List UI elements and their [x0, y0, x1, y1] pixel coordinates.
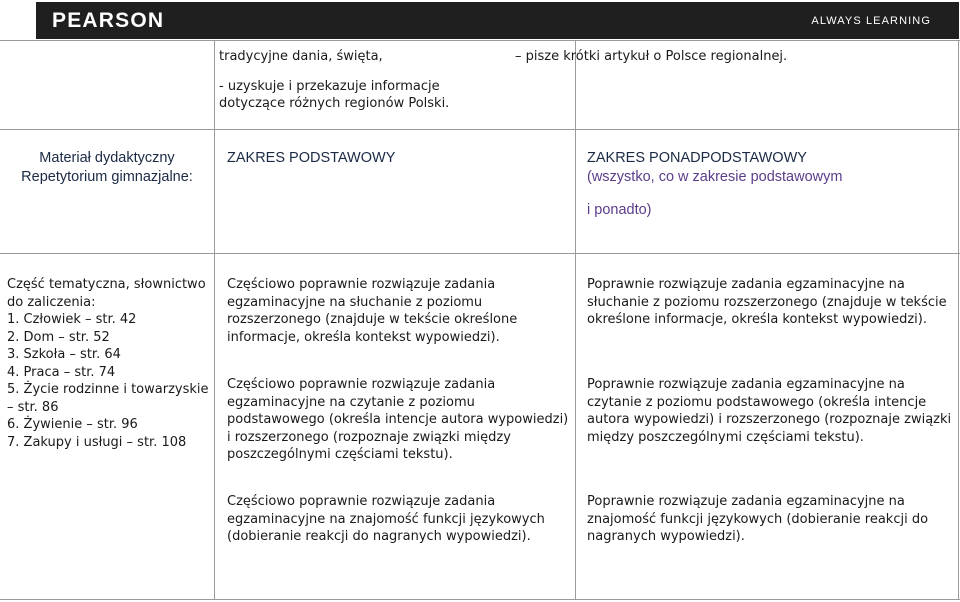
row-divider-1 — [0, 129, 960, 130]
top-row-basic-line: tradycyjne dania, święta, — [219, 49, 383, 64]
list-item: 1. Człowiek – str. 42 — [7, 312, 137, 327]
header-extended-scope — [587, 149, 947, 220]
banner-tagline: ALWAYS LEARNING — [811, 15, 931, 27]
table-border-top — [0, 40, 960, 41]
basic-language-functions: Częściowo poprawnie rozwiązuje zadania egzaminacyjne na znajomość funkcji językowych (dobieranie reakcji do nagranych wypowiedzi). — [227, 494, 545, 544]
pearson-banner — [36, 2, 959, 39]
list-item: 7. Zakupy i usługi – str. 108 — [7, 434, 187, 450]
header-extended-sub2: i ponadto) — [587, 202, 652, 218]
column-divider-2 — [575, 40, 576, 600]
extended-reading: Poprawnie rozwiązuje zadania egzaminacyjne na czytanie z poziomu podstawowego (określa intencje autora wypowiedzi) i rozszerzonego (rozpoznaje związki między poszczególnymi częściami tekstu). — [587, 377, 952, 445]
vocabulary-list — [7, 276, 212, 451]
basic-reading: Częściowo poprawnie rozwiązuje zadania egzaminacyjne na czytanie z poziomu podstawowego (określa intencje autora wypowiedzi) i rozszerzonego (rozpoznaje związki między poszczególnymi częściami tekstu). — [227, 377, 569, 462]
top-row-basic-para: - uzyskuje i przekazuje informacje dotyczące różnych regionów Polski. — [219, 78, 450, 111]
list-item: 3. Szkoła – str. 64 — [7, 347, 121, 362]
pearson-logo: PEARSON — [52, 9, 165, 32]
list-item: 4. Praca – str. 74 — [7, 364, 116, 380]
basic-listening: Częściowo poprawnie rozwiązuje zadania egzaminacyjne na słuchanie z poziomu rozszerzonego (znajduje w tekście określone informacje, określa kontekst wypowiedzi). — [227, 277, 518, 345]
top-row-extended-line: – pisze krótki artykuł o Polsce regionalnej. — [515, 49, 788, 64]
extended-language-functions: Poprawnie rozwiązuje zadania egzaminacyjne na znajomość funkcji językowych (dobieranie reakcji do nagranych wypowiedzi). — [587, 494, 929, 544]
table-border-right — [958, 40, 959, 600]
list-item: 2. Dom – str. 52 — [7, 329, 110, 345]
extended-listening: Poprawnie rozwiązuje zadania egzaminacyjne na słuchanie z poziomu rozszerzonego (znajduje w tekście określone informacje, określa kontekst wypowiedzi). — [587, 277, 947, 327]
vocabulary-intro: Część tematyczna, słownictwo do zaliczenia: — [7, 277, 206, 310]
top-row-basic — [219, 48, 564, 113]
row-divider-2 — [0, 253, 960, 254]
header-extended-sub1: (wszystko, co w zakresie podstawowym — [587, 169, 843, 185]
table-border-bottom — [0, 599, 960, 600]
column-divider-1 — [214, 40, 215, 600]
list-item: 5. Życie rodzinne i towarzyskie – str. 86 — [7, 382, 209, 415]
header-material: Materiał dydaktyczny Repetytorium gimnazjalne: — [21, 150, 193, 185]
top-row-extended — [515, 48, 935, 66]
header-basic-scope: ZAKRES PODSTAWOWY — [227, 150, 396, 166]
list-item: 6. Żywienie – str. 96 — [7, 417, 138, 432]
header-extended-title: ZAKRES PONADPODSTAWOWY — [587, 150, 807, 166]
